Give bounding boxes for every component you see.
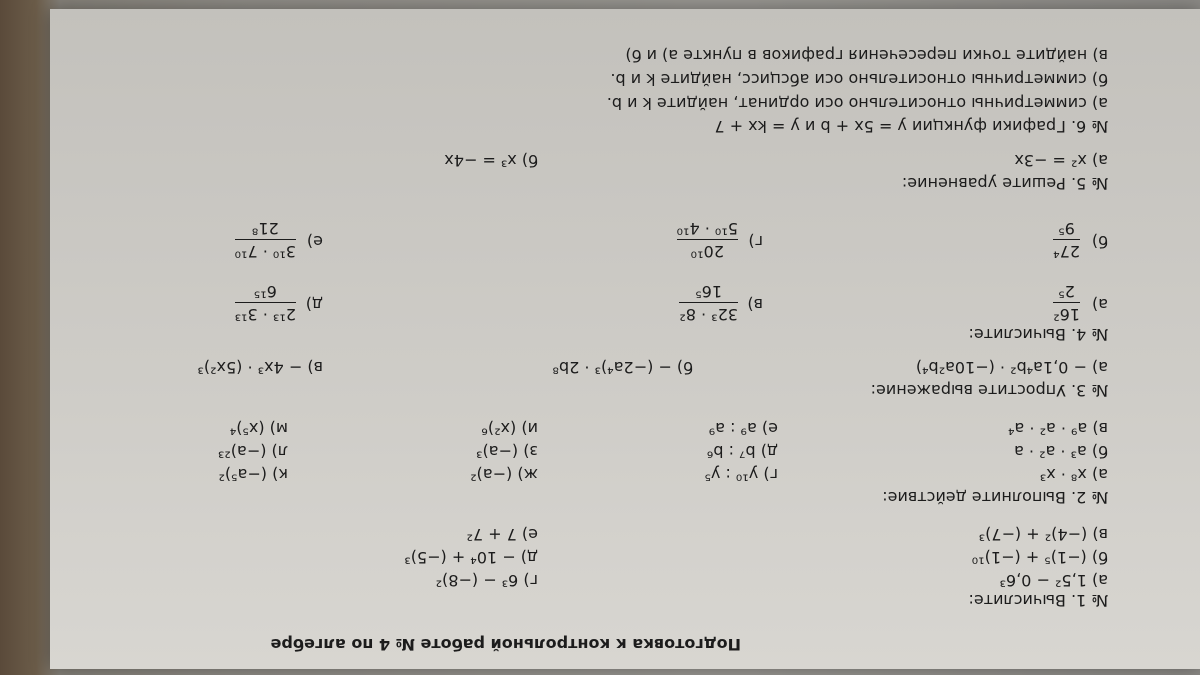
task4-fraction-v xyxy=(679,281,738,324)
fraction-bar xyxy=(235,239,296,240)
fraction-bar xyxy=(235,302,296,303)
task5-heading: № 5. Решите уравнение: xyxy=(901,174,1108,193)
task2-item-m: м) (x⁵)⁴ xyxy=(229,419,288,438)
task3-item-b: б) − (−2a⁴)³ · 2b⁸ xyxy=(552,358,693,377)
task2-item-d: д) b⁷ : b⁶ xyxy=(706,442,778,461)
task4-den-a: 2⁵ xyxy=(1058,282,1075,301)
task4-num-d: 2¹³ · 3¹³ xyxy=(234,305,296,324)
task4-num-a: 16² xyxy=(1053,305,1080,324)
task4-den-b: 9⁵ xyxy=(1058,219,1075,238)
task4-fraction-e xyxy=(235,218,296,261)
task2-item-k: к) (−a⁵)² xyxy=(218,465,288,484)
task1-item-d: д) − 10⁴ + (−5)³ xyxy=(404,548,538,567)
task4-label-g: г) xyxy=(748,232,763,251)
task2-item-z: з) (−a)³ xyxy=(476,442,538,461)
task4-fraction-g xyxy=(677,218,738,261)
task1-item-g: г) 6³ − (−8)² xyxy=(435,571,538,590)
task4-label-d: д) xyxy=(305,295,323,314)
fraction-bar xyxy=(1053,302,1080,303)
task6-item-v: в) найдите точки пересечения графиков в пункте а) и б) xyxy=(625,46,1108,65)
task2-item-b: б) a³ · a² · a xyxy=(1014,442,1108,461)
task6-item-b: б) симметричны относительно оси абсцисс, найдите k и b. xyxy=(610,70,1108,89)
task2-item-e: е) a⁹ : a⁹ xyxy=(708,419,778,438)
task1-item-v: в) (−4)² + (−7)³ xyxy=(978,525,1108,544)
task4-fraction-b xyxy=(1053,218,1080,261)
task1-item-b: б) (−1)⁵ + (−1)¹⁰ xyxy=(971,548,1108,567)
task2-item-a: а) x⁸ · x³ xyxy=(1039,465,1108,484)
task5-item-a: а) x² = −3x xyxy=(1014,151,1108,170)
task1-heading: № 1. Вычислите: xyxy=(968,591,1108,610)
fraction-bar xyxy=(677,239,738,240)
task6-heading: № 6. Графики функции y = 5x + b и y = kx + 7 xyxy=(714,117,1108,136)
task4-den-d: 6¹⁵ xyxy=(253,282,277,301)
task4-label-e: е) xyxy=(306,232,323,251)
task3-heading: № 3. Упростите выражение: xyxy=(870,381,1108,400)
task4-heading: № 4. Вычислите: xyxy=(968,325,1108,344)
task4-num-g: 20¹⁰ xyxy=(690,242,724,261)
task6-item-a: а) симметричны относительно оси ординат, найдите k и b. xyxy=(606,94,1108,113)
task4-label-v: в) xyxy=(747,295,763,314)
task4-label-b: б) xyxy=(1091,232,1108,251)
task2-item-i: и) (x²)⁶ xyxy=(481,419,538,438)
task2-item-g: г) y¹⁰ : y⁵ xyxy=(704,465,778,484)
task4-den-g: 5¹⁰ · 4¹⁰ xyxy=(676,219,738,238)
task5-item-b: б) x³ = −4x xyxy=(444,151,538,170)
task4-num-b: 27⁴ xyxy=(1053,242,1080,261)
task2-item-v: в) a⁹ · a² · a⁴ xyxy=(1008,419,1108,438)
task3-item-v: в) − 4x³ · (5x²)³ xyxy=(197,358,323,377)
task3-item-a: а) − 0,1a⁴b² · (−10a²b⁴) xyxy=(915,358,1108,377)
page-title: Подготовка к контрольной работе № 4 по алгебре xyxy=(270,635,741,654)
task1-item-e: е) 7 + 7² xyxy=(466,525,538,544)
task2-item-zh: ж) (−a)² xyxy=(470,465,538,484)
task4-den-v: 16⁵ xyxy=(695,282,723,301)
task4-den-e: 21⁸ xyxy=(251,219,279,238)
task4-label-a: а) xyxy=(1091,295,1108,314)
task4-fraction-a xyxy=(1053,281,1080,324)
task4-num-e: 3¹⁰ · 7¹⁰ xyxy=(234,242,296,261)
task2-heading: № 2. Выполните действие: xyxy=(882,488,1108,507)
task4-fraction-d xyxy=(235,281,296,324)
task1-item-a: а) 1,5² − 0,6³ xyxy=(999,571,1108,590)
task4-num-v: 32³ · 8² xyxy=(679,305,738,324)
fraction-bar xyxy=(679,302,738,303)
fraction-bar xyxy=(1053,239,1080,240)
task2-item-l: л) (−a)²³ xyxy=(217,442,288,461)
